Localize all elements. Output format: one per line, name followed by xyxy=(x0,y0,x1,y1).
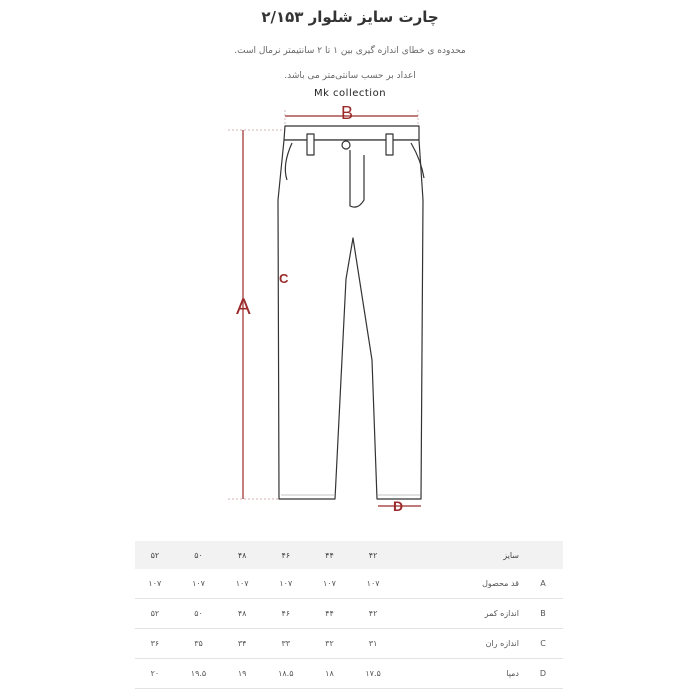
size-header: ۵۰ xyxy=(175,541,223,569)
table-cell: ۳۴ xyxy=(222,629,262,659)
table-row xyxy=(135,629,563,659)
table-cell: ۱۰۷ xyxy=(310,569,350,599)
size-header: ۴۸ xyxy=(222,541,262,569)
size-header: ۵۲ xyxy=(135,541,175,569)
table-row xyxy=(135,599,563,629)
row-name: دمپا xyxy=(397,659,523,689)
table-row xyxy=(135,569,563,599)
table-cell: ۱۰۷ xyxy=(222,569,262,599)
table-cell: ۵۰ xyxy=(175,599,223,629)
table-cell: ۴۶ xyxy=(262,599,310,629)
brand-label: Mk collection xyxy=(313,88,387,99)
table-header-row xyxy=(135,541,563,569)
size-header-label: سایز xyxy=(397,541,523,569)
table-cell: ۵۲ xyxy=(135,599,175,629)
table-cell: ۳۲ xyxy=(310,629,350,659)
table-cell: ۳۶ xyxy=(135,629,175,659)
table-cell: ۱۸ xyxy=(310,659,350,689)
row-code: C xyxy=(523,629,563,659)
table-cell: ۱۰۷ xyxy=(262,569,310,599)
table-cell: ۱۰۷ xyxy=(175,569,223,599)
size-header: ۴۴ xyxy=(310,541,350,569)
row-name: قد محصول xyxy=(397,569,523,599)
row-code: D xyxy=(523,659,563,689)
row-name: اندازه ران xyxy=(397,629,523,659)
waistband xyxy=(284,126,419,140)
size-header: ۴۶ xyxy=(262,541,310,569)
table-cell: ۳۳ xyxy=(262,629,310,659)
row-name: اندازه کمر xyxy=(397,599,523,629)
table-cell: ۱۹.۵ xyxy=(175,659,223,689)
table-cell: ۱۷.۵ xyxy=(349,659,397,689)
table-cell: ۴۴ xyxy=(310,599,350,629)
table-cell: ۱۰۷ xyxy=(349,569,397,599)
label-a: A xyxy=(236,294,251,319)
label-c: C xyxy=(279,271,289,286)
table-cell: ۱۰۷ xyxy=(135,569,175,599)
waist-button xyxy=(342,141,350,149)
size-table xyxy=(135,541,563,689)
table-cell: ۱۹ xyxy=(222,659,262,689)
table-cell: ۳۱ xyxy=(349,629,397,659)
table-cell: ۲۰ xyxy=(135,659,175,689)
row-code: B xyxy=(523,599,563,629)
page-title: چارت سایز شلوار ۲/۱۵۳ xyxy=(261,8,439,26)
row-code: A xyxy=(523,569,563,599)
table-cell: ۴۸ xyxy=(222,599,262,629)
table-row xyxy=(135,659,563,689)
units-note: اعداد بر حسب سانتی‌متر می باشد. xyxy=(284,71,416,81)
label-b: B xyxy=(341,103,354,123)
table-cell: ۴۲ xyxy=(349,599,397,629)
table-cell: ۳۵ xyxy=(175,629,223,659)
label-d: D xyxy=(393,498,404,514)
size-header: ۴۲ xyxy=(349,541,397,569)
table-cell: ۱۸.۵ xyxy=(262,659,310,689)
measurement-note: محدوده ی خطای اندازه گیری بین ۱ تا ۲ سانتیمتر نرمال است. xyxy=(234,46,466,56)
